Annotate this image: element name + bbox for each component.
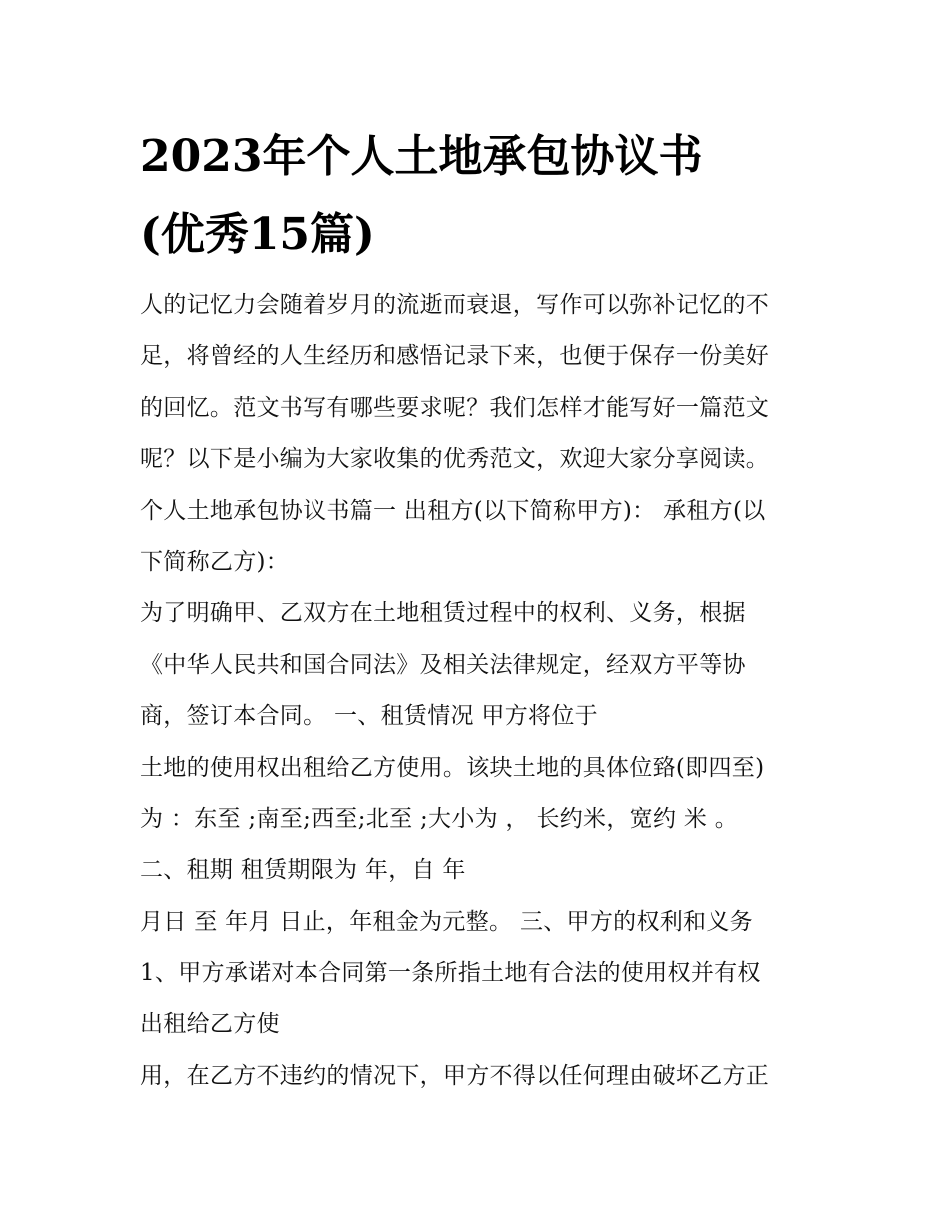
body-line-6: 下简称乙方)： <box>140 548 290 575</box>
body-line-10: 土地的使用权出租给乙方使用。该块土地的具体位臵(即四至) <box>140 754 765 781</box>
body-line-8: 《中华人民共和国合同法》及相关法律规定，经双方平等协 <box>140 651 746 678</box>
body-line-13: 月日 至 年月 日止，年租金为元整。 三、甲方的权利和义务 <box>140 908 753 935</box>
body-line-3: 的回忆。范文书写有哪些要求呢？我们怎样才能写好一篇范文 <box>140 394 770 421</box>
body-line-4: 呢？以下是小编为大家收集的优秀范文，欢迎大家分享阅读。 <box>140 446 770 473</box>
body-line-5: 个人土地承包协议书篇一 出租方(以下简称甲方)： 承租方(以 <box>140 497 766 524</box>
body-line-16: 用，在乙方不违约的情况下，甲方不得以任何理由破坏乙方正 <box>140 1062 770 1089</box>
title-line-1: 2023年个人土地承包协议书 <box>140 131 703 182</box>
body-line-2: 足，将曾经的人生经历和感悟记录下来，也便于保存一份美好 <box>140 343 770 370</box>
body-line-12: 二、租期 租赁期限为 年，自 年 <box>140 857 466 884</box>
body-line-11: 为 ：东至 ;南至;西至;北至 ;大小为 ， 长约米，宽约 米 。 <box>140 805 739 832</box>
document-title <box>140 118 820 274</box>
body-line-7: 为了明确甲、乙双方在土地租赁过程中的权利、义务，根据 <box>140 600 746 627</box>
title-line-2: (优秀15篇) <box>140 209 375 260</box>
document-body <box>140 280 840 1102</box>
body-line-14: 1、甲方承诺对本合同第一条所指土地有合法的使用权并有权 <box>140 960 761 987</box>
body-line-9: 商，签订本合同。 一、租赁情况 甲方将位于 <box>140 703 598 730</box>
body-line-1: 人的记忆力会随着岁月的流逝而衰退，写作可以弥补记忆的不 <box>140 292 770 318</box>
body-line-15: 出租给乙方使 <box>140 1011 280 1038</box>
